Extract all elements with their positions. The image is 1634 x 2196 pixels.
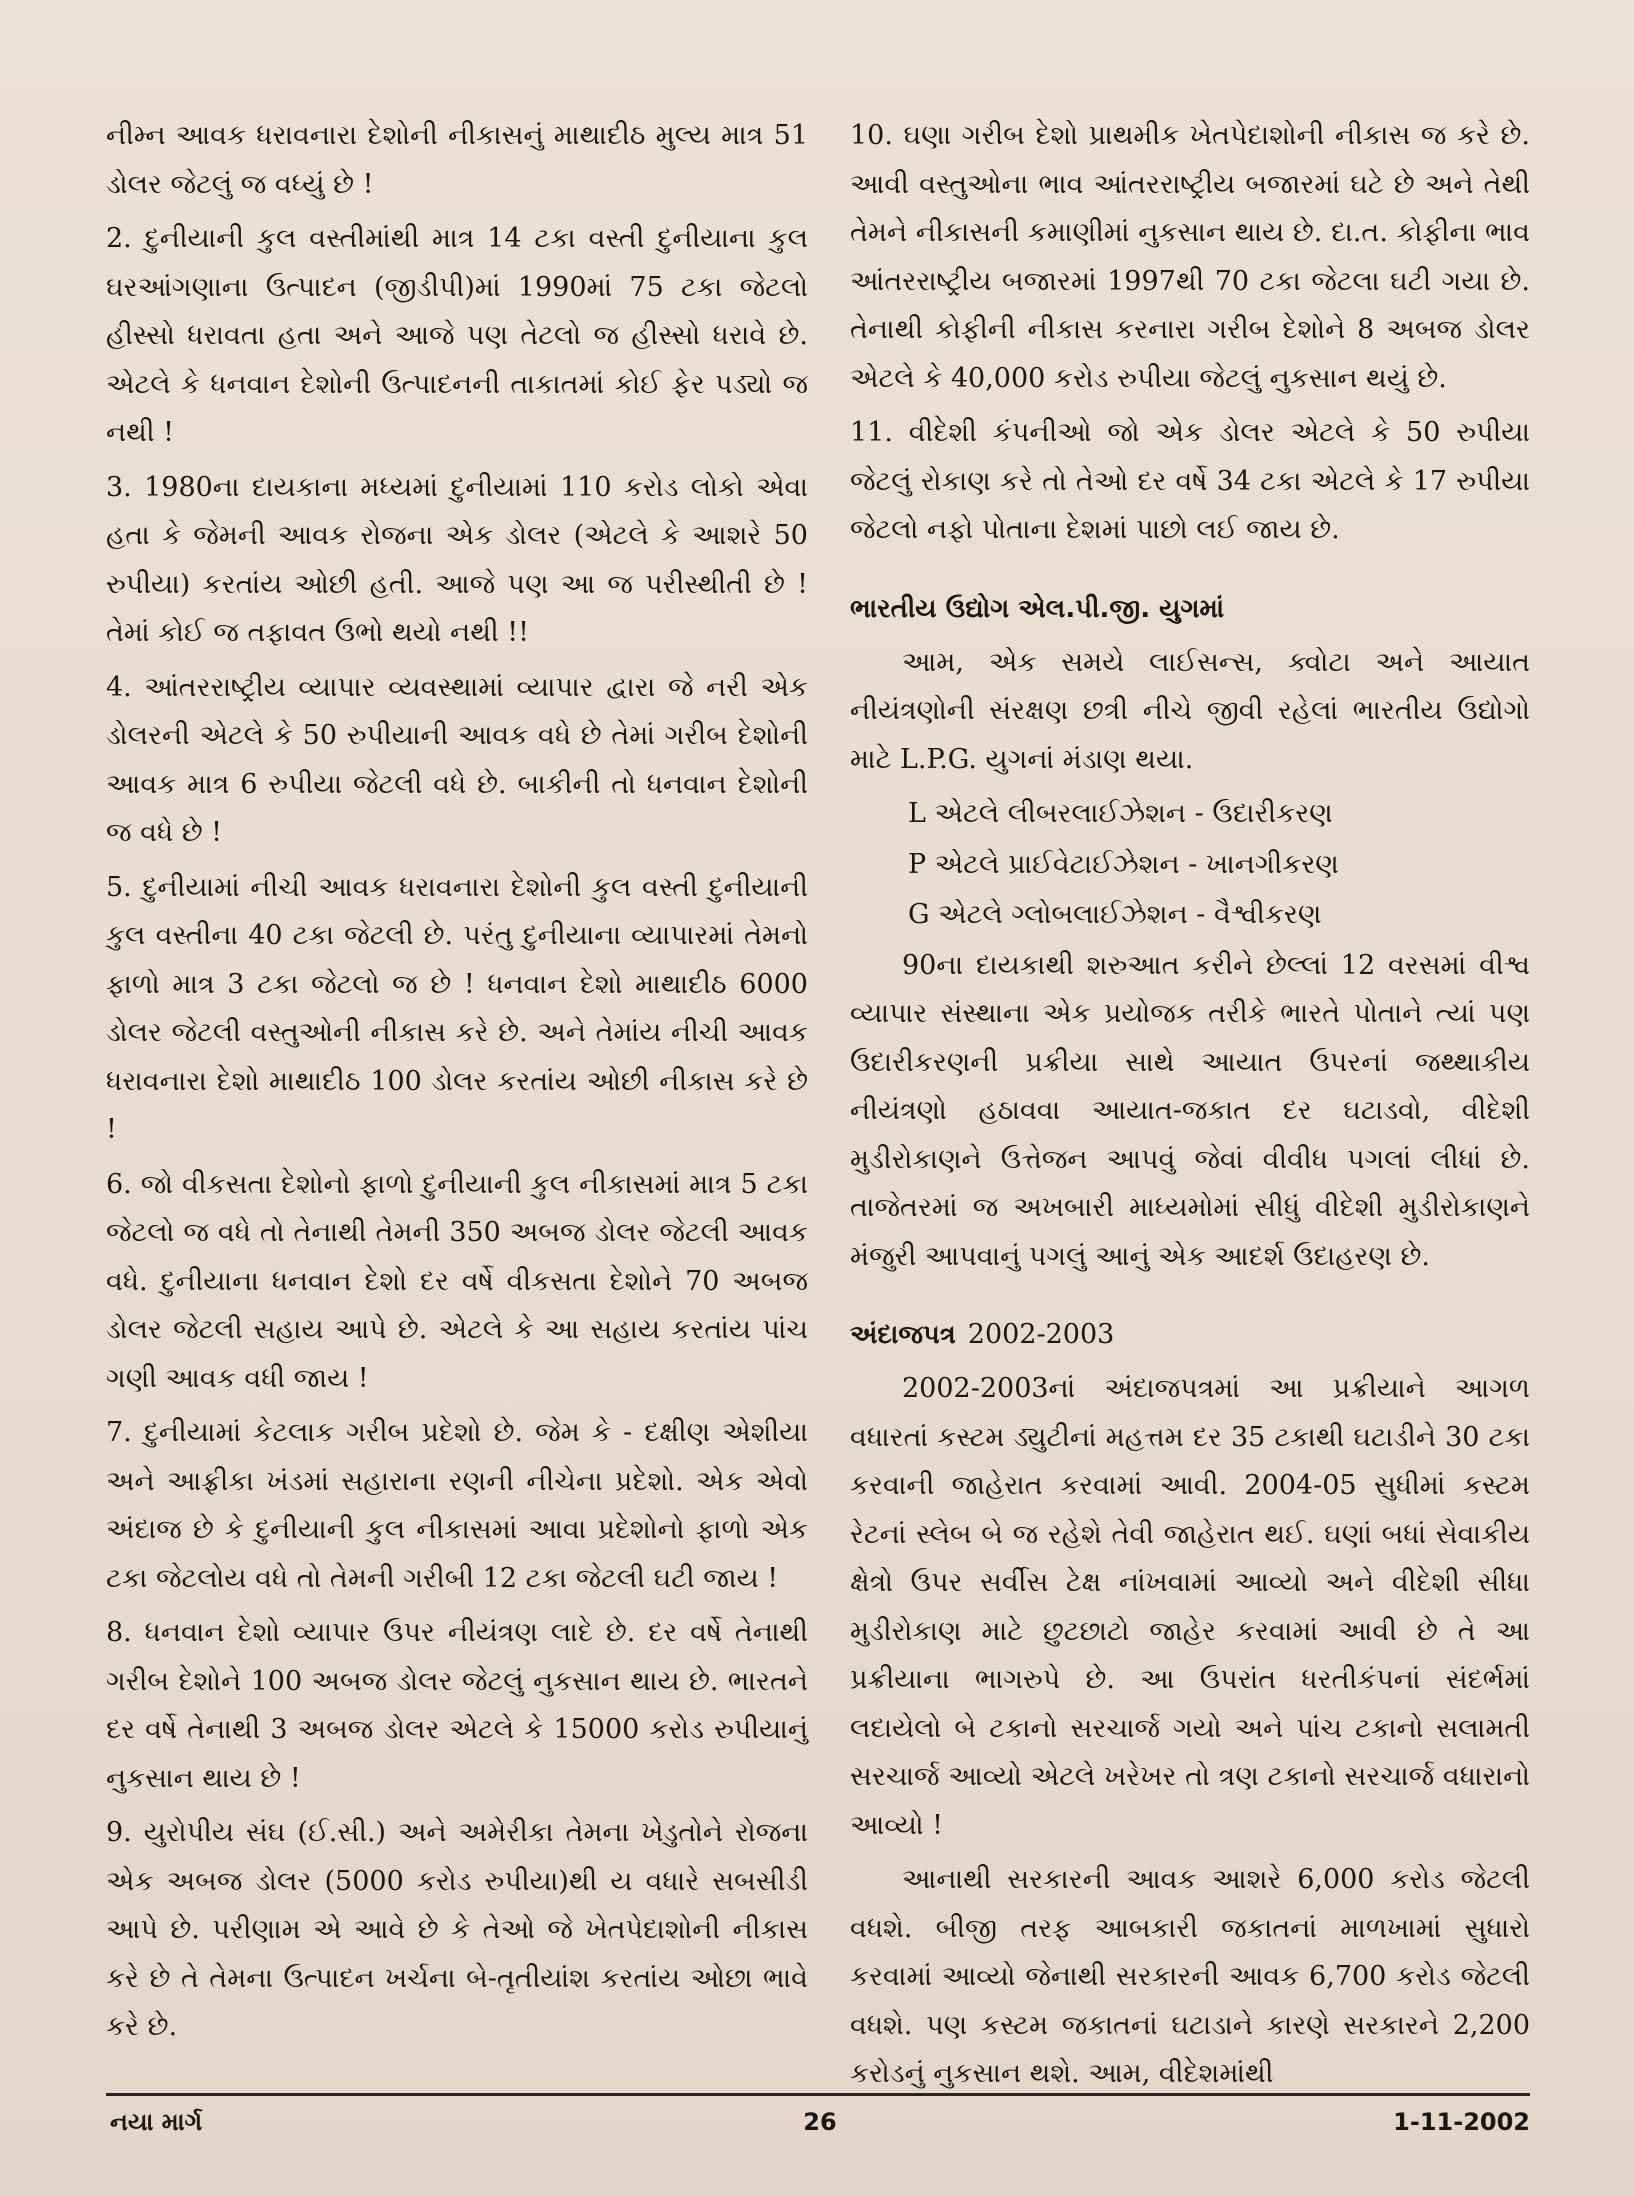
list-item-3: 3. 1980ના દાયકાના મધ્યમાં દુનીયામાં 110 કરોડ લોકો એવા હતા કે જેમની આવક રોજના એક ડોલર (એટલે કે આશરે 50 રુપીયા) કરતાંય ઓછી હતી. આજે પણ આ જ પરીસ્થીતી છે ! તેમાં કોઈ જ તફાવત ઉભો થયો નથી !!: [106, 471, 808, 648]
left-column: [106, 112, 808, 2058]
list-item-4: 4. આંતરરાષ્ટ્રીય વ્યાપાર વ્યવસ્થામાં વ્યાપાર દ્વારા જે નરી એક ડોલરની એટલે કે 50 રુપીયાની આવક વધે છે તેમાં ગરીબ દેશોની આવક માત્ર 6 રુપીયા જેટલી વધે છે. બાકીની તો ધનવાન દેશોની જ વધે છે !: [106, 671, 808, 848]
list-item-6: 6. જો વીકસતા દેશોનો ફાળો દુનીયાની કુલ નીકાસમાં માત્ર 5 ટકા જેટલો જ વધે તો તેનાથી તેમની 350 અબજ ડોલર જેટલી આવક વધે. દુનીયાના ધનવાન દેશો દર વર્ષે વીકસતા દેશોને 70 અબજ ડોલર જેટલી સહાય આપે છે. એટલે કે આ સહાય કરતાંય પાંચ ગણી આવક વધી જાય !: [106, 1168, 808, 1394]
list-item-7: 7. દુનીયામાં કેટલાક ગરીબ પ્રદેશો છે. જેમ કે - દક્ષીણ એશીયા અને આફ્રીકા ખંડમાં સહારાના રણની નીચેના પ્રદેશો. એક એવો અંદાજ છે કે દુનીયાની કુલ નીકાસમાં આવા પ્રદેશોનો ફાળો એક ટકા જેટલોય વધે તો તેમની ગરીબી 12 ટકા જેટલી ઘટી જાય !: [106, 1417, 808, 1594]
footer-rule: [106, 2093, 1530, 2096]
list-item-2: 2. દુનીયાની કુલ વસ્તીમાંથી માત્ર 14 ટકા વસ્તી દુનીયાના કુલ ઘરઆંગણાના ઉત્પાદન (જીડીપી)માં 1990માં 75 ટકા જેટલો હીસ્સો ધરાવતા હતા અને આજે પણ તેટલો જ હીસ્સો ધરાવે છે. એટલે કે ધનવાન દેશોની ઉત્પાદનની તાકાતમાં કોઈ ફેર પડ્યો જ નથી !: [106, 223, 808, 448]
list-item-9: 9. યુરોપીય સંઘ (ઈ.સી.) અને અમેરીકા તેમના ખેડુતોને રોજના એક અબજ ડોલર (5000 કરોડ રુપીયા)થી ય વધારે સબસીડી આપે છે. પરીણામ એ આવે છે કે તેઓ જે ખેતપેદાશોની નીકાસ કરે છે તે તેમના ઉત્પાદન ખર્ચના બે-તૃતીયાંશ કરતાંય ઓછા ભાવે કરે છે.: [106, 1817, 808, 2042]
footer-date: 1-11-2002: [1393, 2108, 1530, 2136]
lpg-item-p: P એટલે પ્રાઈવેટાઈઝેશન - ખાનગીકરણ: [908, 848, 1339, 880]
budget-heading-year: 2002-2003: [967, 1319, 1115, 1350]
list-item-5: 5. દુનીયામાં નીચી આવક ધરાવનારા દેશોની કુલ વસ્તી દુનીયાની કુલ વસ્તીના 40 ટકા જેટલી છે. પરંતુ દુનીયાના વ્યાપારમાં તેમનો ફાળો માત્ર 3 ટકા જેટલો જ છે ! ધનવાન દેશો માથાદીઠ 6000 ડોલર જેટલી વસ્તુઓની નીકાસ કરે છે. અને તેમાંય નીચી આવક ધરાવનારા દેશો માથાદીઠ 100 ડોલર કરતાંય ઓછી નીકાસ કરે છે !: [106, 871, 808, 1145]
footer-publication: નયા માર્ગ: [110, 2108, 203, 2136]
paragraph-lpg-intro: આમ, એક સમયે લાઈસન્સ, ક્વોટા અને આયાત નીયંત્રણોની સંરક્ષણ છત્રી નીચે જીવી રહેલાં ભારતીય ઉદ્યોગો માટે L.P.G. યુગનાં મંડાણ થયા.: [850, 646, 1530, 775]
list-item-8: 8. ધનવાન દેશો વ્યાપાર ઉપર નીયંત્રણ લાદે છે. દર વર્ષે તેનાથી ગરીબ દેશોને 100 અબજ ડોલર જેટલું નુકસાન થાય છે. ભારતને દર વર્ષે તેનાથી 3 અબજ ડોલર એટલે કે 15000 કરોડ રુપીયાનું નુકસાન થાય છે !: [106, 1617, 808, 1794]
right-column: [850, 112, 1530, 2105]
paragraph-budget: 2002-2003નાં અંદાજપત્રમાં આ પ્રક્રીયાને આગળ વધારતાં કસ્ટમ ડ્યુટીનાં મહત્તમ દર 35 ટકાથી ઘટાડીને 30 ટકા કરવાની જાહેરાત કરવામાં આવી. 2004-05 સુધીમાં કસ્ટમ રેટનાં સ્લેબ બે જ રહેશે તેવી જાહેરાત થઈ. ઘણાં બધાં સેવાકીય ક્ષેત્રો ઉપર સર્વીસ ટેક્ષ નાંખવામાં આવ્યો અને વીદેશી સીધા મુડીરોકાણ માટે છુટછાટો જાહેર કરવામાં આવી છે તે આ પ્રક્રીયાના ભાગરુપે છે. આ ઉપરાંત ધરતીકંપનાં સંદર્ભમાં લદાયેલો બે ટકાનો સરચાર્જ ગયો અને પાંચ ટકાનો સલામતી સરચાર્જ આવ્યો એટલે ખરેખર તો ત્રણ ટકાનો સરચાર્જ વધારાનો આવ્યો !: [850, 1373, 1530, 1841]
lpg-item-g: G એટલે ગ્લોબલાઈઝેશન - વૈશ્વીકરણ: [908, 899, 1322, 930]
section-heading-budget: [850, 1311, 1530, 1359]
paragraph-revenue: આનાથી સરકારની આવક આશરે 6,000 કરોડ જેટલી વધશે. બીજી તરફ આબકારી જકાતનાં માળખામાં સુધારો કરવામાં આવ્યો જેનાથી સરકારની આવક 6,700 કરોડ જેટલી વધશે. પણ કસ્ટમ જકાતનાં ઘટાડાને કારણે સરકારને 2,200 કરોડનું નુકસાન થશે. આમ, વીદેશમાંથી: [850, 1864, 1530, 2089]
list-item-10: 10. ઘણા ગરીબ દેશો પ્રાથમીક ખેતપેદાશોની નીકાસ જ કરે છે. આવી વસ્તુઓના ભાવ આંતરરાષ્ટ્રીય બજારમાં ઘટે છે અને તેથી તેમને નીકાસની કમાણીમાં નુકસાન થાય છે. દા.ત. કોફીના ભાવ આંતરરાષ્ટ્રીય બજારમાં 1997થી 70 ટકા જેટલા ઘટી ગયા છે. તેનાથી કોફીની નીકાસ કરનારા ગરીબ દેશોને 8 અબજ ડોલર એટલે કે 40,000 કરોડ રુપીયા જેટલું નુકસાન થયું છે.: [850, 120, 1530, 394]
paragraph-reforms: 90ના દાયકાથી શરુઆત કરીને છેલ્લાં 12 વરસમાં વીશ્વ વ્યાપાર સંસ્થાના એક પ્રયોજક તરીકે ભારતે પોતાને ત્યાં પણ ઉદારીકરણની પ્રક્રીયા સાથે આયાત ઉપરનાં જથ્થાકીય નીયંત્રણો હઠાવવા આયાત-જકાત દર ઘટાડવો, વીદેશી મુડીરોકાણને ઉત્તેજન આપવું જેવાં વીવીધ પગલાં લીધાં છે. તાજેતરમાં જ અખબારી માધ્યમોમાં સીધું વીદેશી મુડીરોકાણને મંજુરી આપવાનું પગલું આનું એક આદર્શ ઉદાહરણ છે.: [850, 949, 1530, 1272]
section-heading-lpg: ભારતીય ઉદ્યોગ એલ.પી.જી. યુગમાં: [850, 593, 1225, 624]
lpg-item-l: L એટલે લીબરલાઈઝેશન - ઉદારીકરણ: [908, 798, 1333, 829]
budget-heading-label: અંદાજપત્ર: [850, 1320, 956, 1350]
paragraph-continuation: નીમ્ન આવક ધરાવનારા દેશોની નીકાસનું માથાદીઠ મુલ્ય માત્ર 51 ડોલર જેટલું જ વધ્યું છે !: [106, 120, 808, 200]
footer-page-number: 26: [803, 2108, 837, 2136]
list-item-11: 11. વીદેશી કંપનીઓ જો એક ડોલર એટલે કે 50 રુપીયા જેટલું રોકાણ કરે તો તેઓ દર વર્ષે 34 ટકા એટલે કે 17 રુપીયા જેટલો નફો પોતાના દેશમાં પાછો લઈ જાય છે.: [850, 417, 1530, 545]
